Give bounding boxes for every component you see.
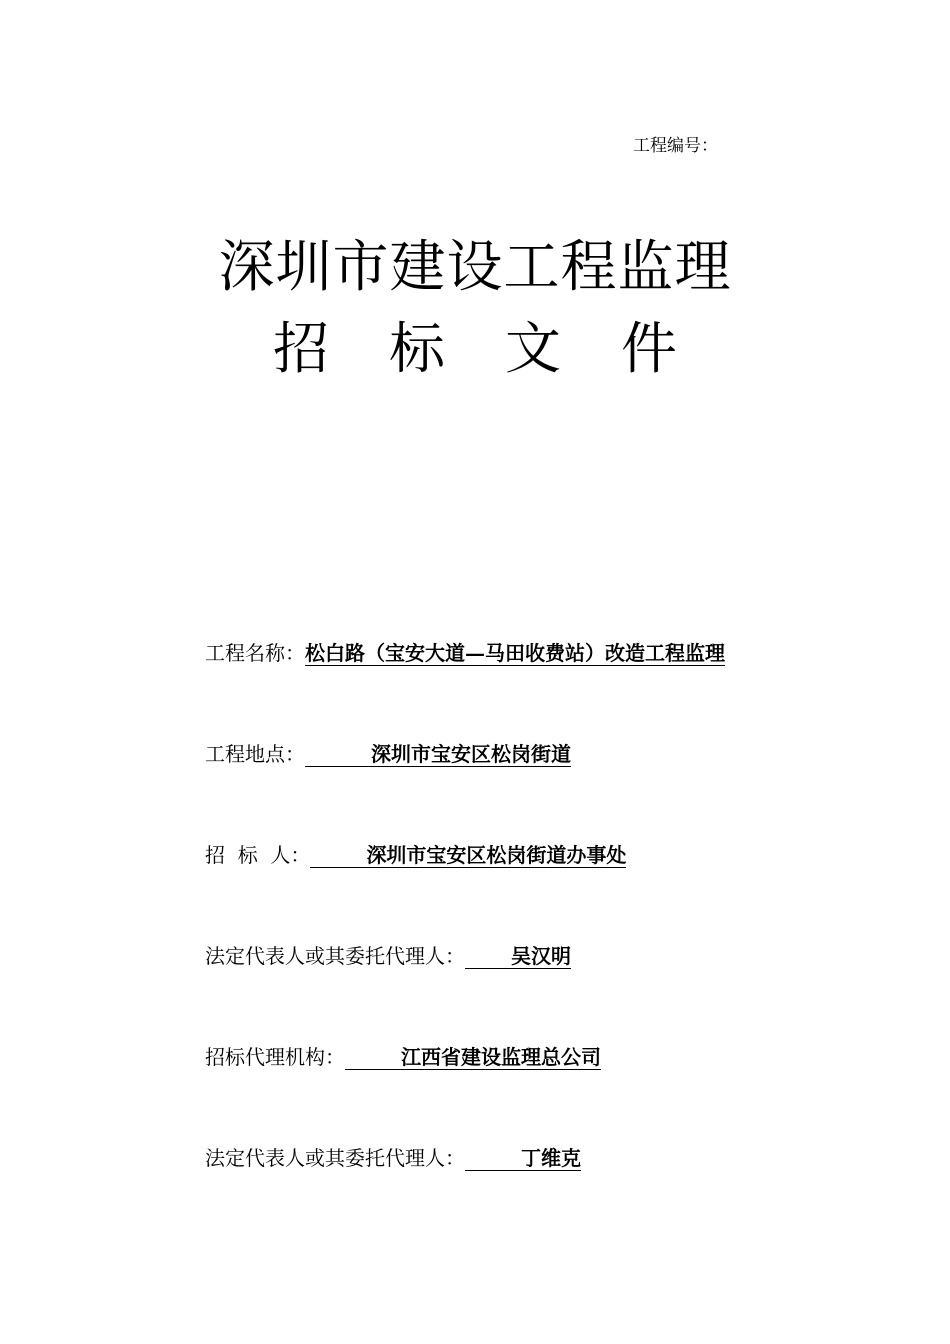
project-number-label: 工程编号： [633, 136, 718, 156]
title-char-1: 招 [273, 317, 329, 382]
agency-representative-value: 丁维克 [465, 1146, 581, 1171]
project-name-label: 工程名称： [205, 641, 305, 665]
document-title-line1: 深圳市建设工程监理 [218, 235, 732, 300]
project-location-label: 工程地点： [205, 742, 305, 766]
tender-agency-field [205, 1044, 601, 1070]
agency-representative-label: 法定代表人或其委托代理人： [205, 1146, 465, 1170]
tender-agency-label: 招标代理机构： [205, 1045, 345, 1069]
tenderer-label: 招 标 人： [205, 843, 311, 867]
tenderer-representative-label: 法定代表人或其委托代理人： [205, 944, 465, 968]
document-title-line2 [0, 317, 950, 382]
title-char-4: 件 [621, 317, 677, 382]
tenderer-representative-field [205, 943, 571, 969]
project-location-value: 深圳市宝安区松岗街道 [305, 742, 571, 767]
tender-agency-value: 江西省建设监理总公司 [345, 1045, 601, 1070]
title-char-2: 标 [389, 317, 445, 382]
project-location-field [205, 741, 571, 767]
project-name-field [205, 640, 725, 666]
tenderer-field [205, 842, 626, 868]
agency-representative-field [205, 1145, 581, 1171]
tenderer-representative-value: 吴汉明 [465, 944, 571, 969]
title-char-3: 文 [505, 317, 561, 382]
project-name-value: 松白路（宝安大道—马田收费站）改造工程监理 [305, 641, 725, 665]
tenderer-value: 深圳市宝安区松岗街道办事处 [310, 843, 626, 868]
